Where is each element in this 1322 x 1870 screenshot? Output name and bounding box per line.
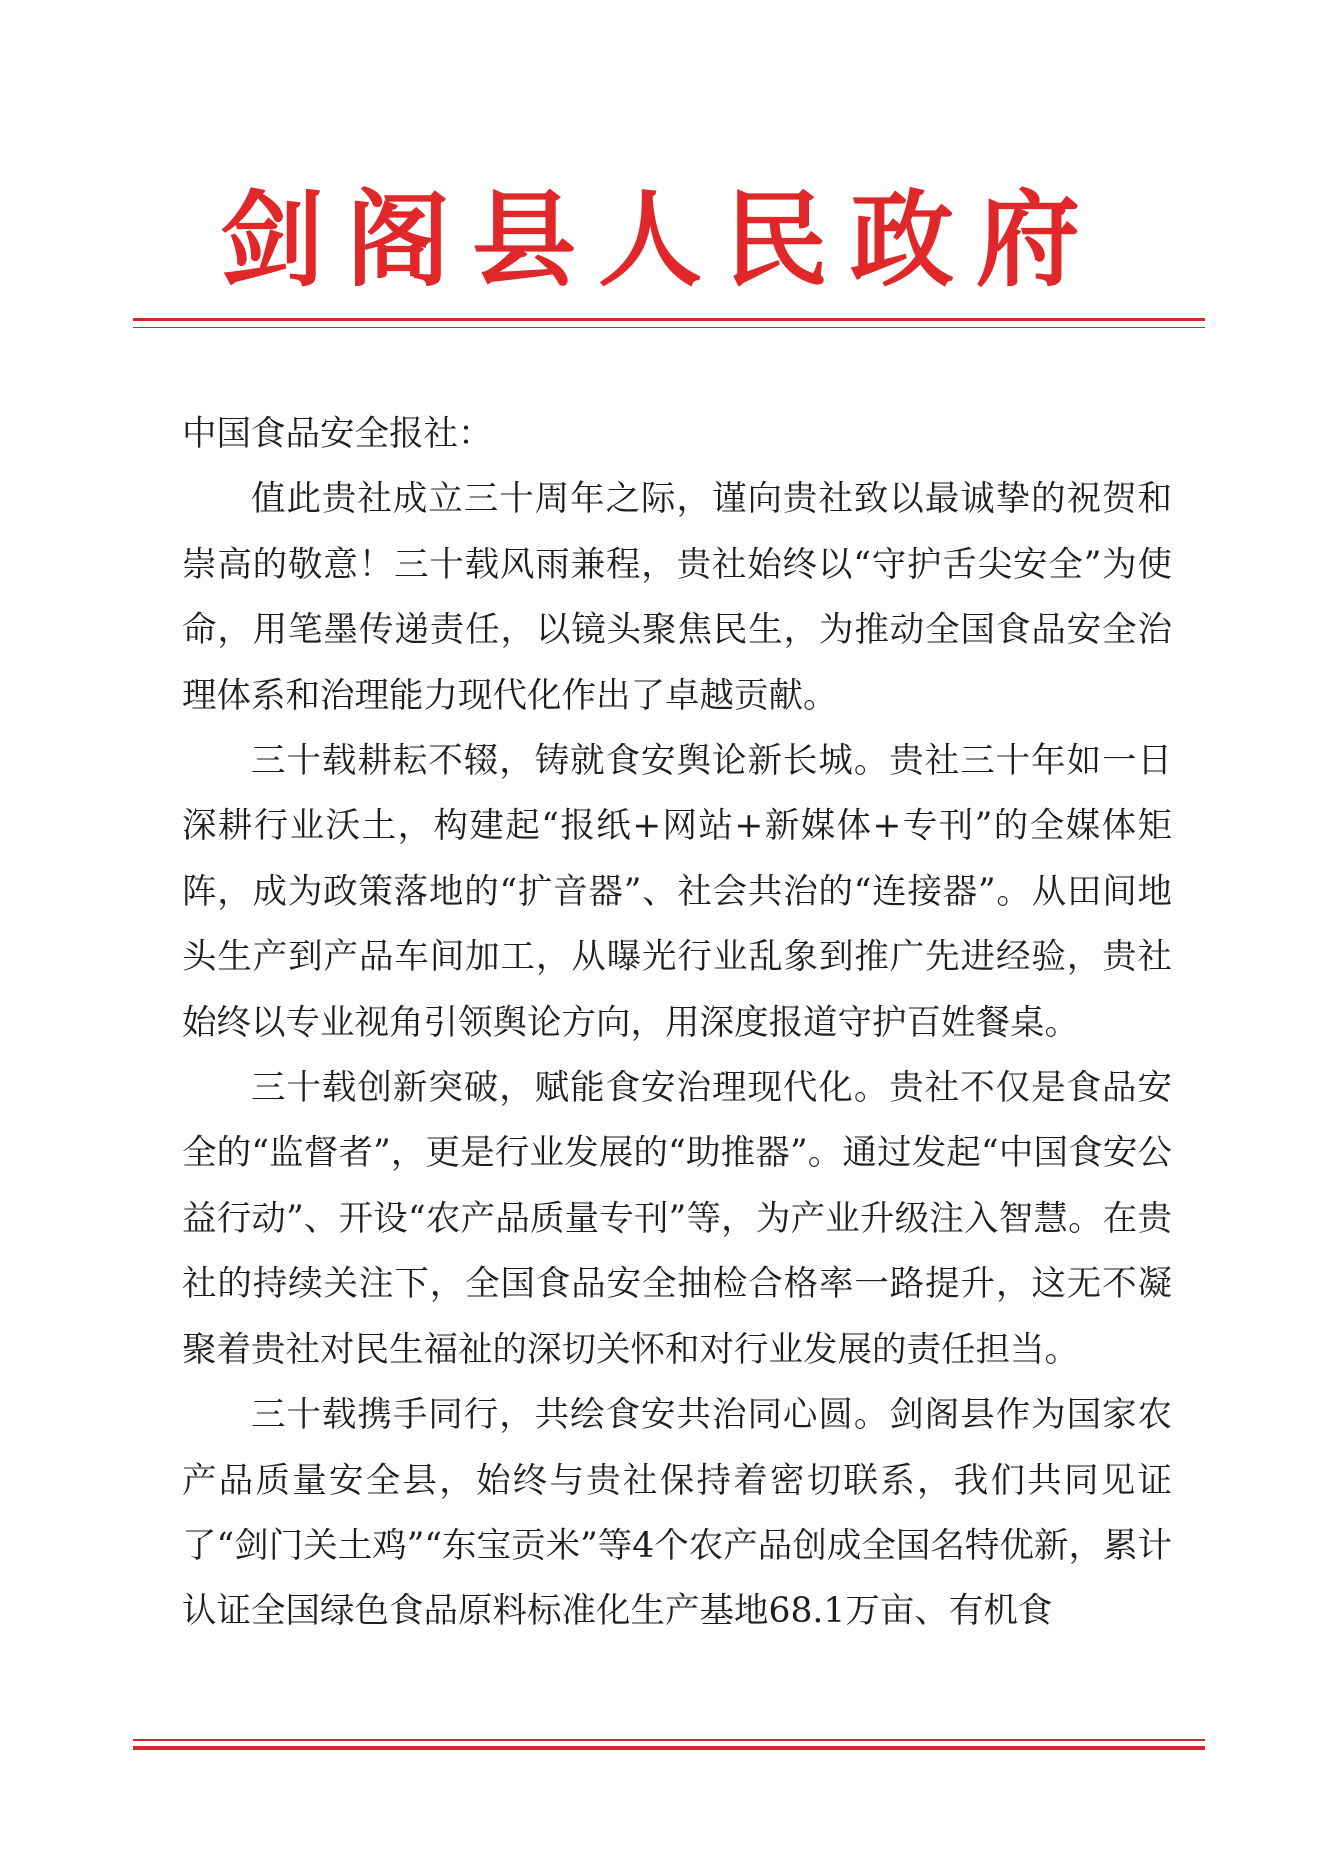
letterhead-title: 剑阁县人民政府 [219, 178, 1102, 301]
footer-divider [133, 1746, 1205, 1750]
paragraph-4: 三十载携手同行，共绘食安共治同心圆。剑阁县作为国家农产品质量安全县，始终与贵社保持着密切联系，我们共同见证了“剑门关土鸡”“东宝贡米”等4个农产品创成全国名特优新，累计认证全国绿色食品原料标准化生产基地68.1万亩、有机食 [182, 1395, 1172, 1632]
paragraph-2: 三十载耕耘不辍，铸就食安舆论新长城。贵社三十年如一日深耕行业沃土，构建起“报纸+网站+新媒体+专刊”的全媒体矩阵，成为政策落地的“扩音器”、社会共治的“连接器”。从田间地头生产到产品车间加工，从曝光行业乱象到推广先进经验，贵社始终以专业视角引领舆论方向，用深度报道守护百姓餐桌。 [182, 741, 1172, 1043]
letterhead-divider-thin [133, 327, 1205, 328]
salutation: 中国食品安全报社： [182, 414, 493, 454]
letterhead-divider [133, 318, 1205, 321]
paragraph-1: 值此贵社成立三十周年之际，谨向贵社致以最诚挚的祝贺和崇高的敬意！三十载风雨兼程，贵社始终以“守护舌尖安全”为使命，用笔墨传递责任，以镜头聚焦民生，为推动全国食品安全治理体系和治理能力现代化作出了卓越贡献。 [182, 479, 1172, 716]
paragraph-3: 三十载创新突破，赋能食安治理现代化。贵社不仅是食品安全的“监督者”，更是行业发展的“助推器”。通过发起“中国食安公益行动”、开设“农产品质量专刊”等，为产业升级注入智慧。在贵社的持续关注下，全国食品安全抽检合格率一路提升，这无不凝聚着贵社对民生福祉的深切关怀和对行业发展的责任担当。 [182, 1068, 1172, 1370]
footer-divider-thin [133, 1739, 1205, 1741]
letter-body [182, 402, 1172, 1645]
